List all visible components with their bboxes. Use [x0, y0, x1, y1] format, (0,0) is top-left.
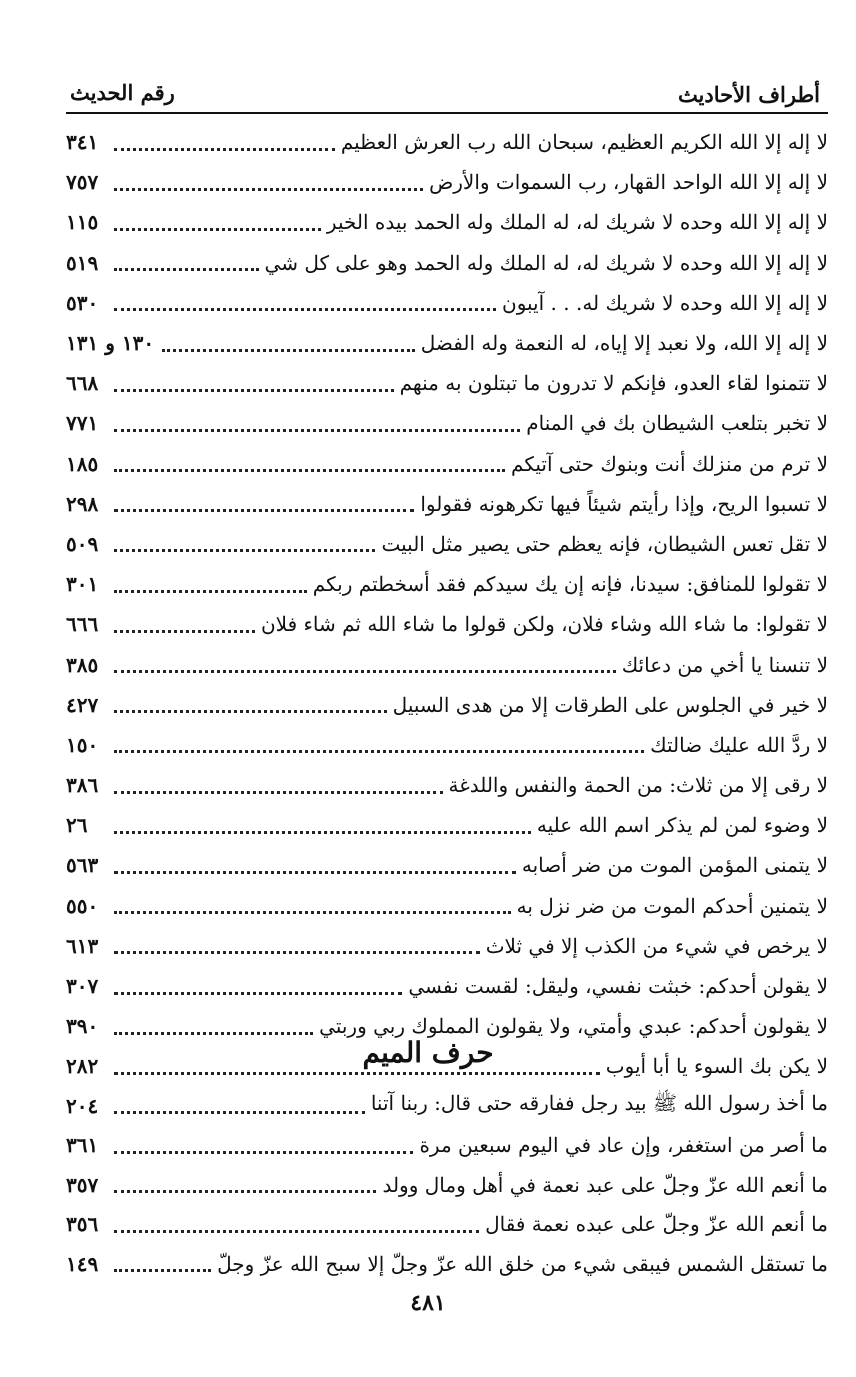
- list-item: [66, 162, 828, 202]
- entry-text: لا يقولون أحدكم: عبدي وأمتي، ولا يقولون المملوك ربي وربتي: [319, 1014, 828, 1039]
- list-item: [66, 122, 828, 162]
- hadith-number: ١٥٠: [66, 732, 99, 757]
- entry-text: لا ردَّ الله عليك ضالتك: [650, 732, 828, 757]
- list-item: [66, 323, 828, 363]
- dot-leader: [114, 1147, 413, 1154]
- entry-text: لا تتمنوا لقاء العدو، فإنكم لا تدرون ما تبتلون به منهم: [399, 371, 828, 396]
- hadith-number: ٦٦٨: [66, 371, 99, 396]
- list-item: [66, 685, 828, 725]
- list-item: [66, 283, 828, 323]
- entry-text: لا يتمنى المؤمن الموت من ضر أصابه: [521, 853, 828, 878]
- hadith-number: ١٣٠ و ١٣١: [66, 331, 155, 356]
- entry-text: لا إله إلا الله، ولا نعبد إلا إياه، له النعمة وله الفضل: [420, 331, 828, 356]
- hadith-number: ٢٦: [66, 813, 88, 838]
- hadith-number: ٣٠٧: [66, 974, 99, 999]
- dot-leader: [114, 184, 423, 191]
- dot-leader: [114, 988, 402, 995]
- dot-leader: [114, 144, 335, 151]
- dot-leader: [114, 545, 375, 552]
- header-column-label: رقم الحديث: [70, 80, 175, 105]
- entry-text: لا تسبوا الريح، وإذا رأيتم شيئاً فيها تكرهونه فقولوا: [420, 491, 828, 516]
- list-item: [66, 765, 828, 805]
- entry-text: ما أصر من استغفر، وإن عاد في اليوم سبعين مرة: [419, 1133, 828, 1158]
- dot-leader: [114, 827, 531, 834]
- list-item: [66, 444, 828, 484]
- hadith-number: ٦١٣: [66, 933, 99, 958]
- list-item: [66, 966, 828, 1006]
- entry-text: ما أنعم الله عزّ وجلّ على عبده نعمة فقال: [485, 1212, 828, 1237]
- header-title: أطراف الأحاديث: [677, 82, 820, 107]
- list-item: [66, 202, 828, 242]
- entry-text: لا تقولوا للمنافق: سيدنا، فإنه إن يك سيدكم فقد أسخطتم ربكم: [312, 572, 828, 597]
- dot-leader: [114, 907, 511, 914]
- hadith-number: ٦٦٦: [66, 612, 99, 637]
- hadith-number: ٣٨٥: [66, 652, 99, 677]
- dot-leader: [114, 1028, 313, 1035]
- entries-list-mim: [66, 1086, 828, 1284]
- dot-leader: [114, 947, 480, 954]
- dot-leader: [114, 1186, 376, 1193]
- dot-leader: [114, 264, 259, 271]
- entry-text: لا تقولوا: ما شاء الله وشاء فلان، ولكن قولوا ما شاء الله ثم شاء فلان: [260, 612, 828, 637]
- list-item: [66, 644, 828, 684]
- entry-text: لا إله إلا الله الكريم العظيم، سبحان الله رب العرش العظيم: [340, 130, 828, 155]
- list-item: [66, 243, 828, 283]
- entry-text: لا إله إلا الله الواحد القهار، رب السموات والأرض: [429, 170, 828, 195]
- hadith-number: ٥٦٣: [66, 853, 99, 878]
- running-header: [66, 76, 828, 114]
- list-item: [66, 403, 828, 443]
- page-number: ٤٨١: [410, 1290, 446, 1316]
- list-item: [66, 363, 828, 403]
- dot-leader: [114, 706, 387, 713]
- hadith-number: ٢٨٢: [66, 1054, 99, 1079]
- entry-text: لا يقولن أحدكم: خبثت نفسي، وليقل: لقست نفسي: [408, 974, 828, 999]
- list-item: [66, 564, 828, 604]
- dot-leader: [114, 425, 520, 432]
- hadith-number: ٢٠٤: [66, 1093, 99, 1118]
- entry-text: لا رقى إلا من ثلاث: من الحمة والنفس واللدغة: [448, 773, 828, 798]
- dot-leader: [114, 867, 516, 874]
- list-item: [66, 1205, 828, 1245]
- entry-text: لا ترم من منزلك أنت وبنوك حتى آتيكم: [511, 451, 828, 476]
- entry-text: لا يتمنين أحدكم الموت من ضر نزل به: [516, 893, 828, 918]
- dot-leader: [162, 345, 415, 352]
- dot-leader: [114, 746, 644, 753]
- entry-text: ما أنعم الله عزّ وجلّ على عبد نعمة في أهل ومال وولد: [382, 1172, 828, 1197]
- dot-leader: [114, 1265, 211, 1272]
- dot-leader: [114, 385, 394, 392]
- dot-leader: [114, 465, 505, 472]
- list-item: [66, 1165, 828, 1205]
- hadith-number: ٥٥٠: [66, 893, 99, 918]
- entry-text: لا يكن بك السوء يا أبا أيوب: [605, 1054, 828, 1079]
- hadith-number: ٤٢٧: [66, 692, 99, 717]
- hadith-number: ٣٥٦: [66, 1212, 99, 1237]
- list-item: [66, 484, 828, 524]
- entry-text: لا يرخص في شيء من الكذب إلا في ثلاث: [485, 933, 828, 958]
- entry-text: لا وضوء لمن لم يذكر اسم الله عليه: [536, 813, 828, 838]
- entry-text: لا إله إلا الله وحده لا شريك له، له الملك وله الحمد وهو على كل شي: [264, 250, 828, 275]
- hadith-number: ٣٠١: [66, 572, 99, 597]
- list-item: [66, 805, 828, 845]
- entry-text: لا إله إلا الله وحده لا شريك له، له الملك وله الحمد بيده الخير: [326, 210, 828, 235]
- hadith-number: ٣٤١: [66, 130, 99, 155]
- dot-leader: [114, 1226, 479, 1233]
- list-item: [66, 604, 828, 644]
- hadith-number: ٧٥٧: [66, 170, 99, 195]
- hadith-number: ٥١٩: [66, 250, 99, 275]
- entry-text: لا تقل تعس الشيطان، فإنه يعظم حتى يصير مثل البيت: [381, 531, 828, 556]
- hadith-number: ٢٩٨: [66, 491, 99, 516]
- dot-leader: [114, 787, 443, 794]
- dot-leader: [114, 666, 616, 673]
- dot-leader: [114, 586, 307, 593]
- hadith-number: ٣٨٦: [66, 773, 99, 798]
- list-item: [66, 1086, 828, 1126]
- entry-text: لا إله إلا الله وحده لا شريك له. . . آيبون: [502, 290, 828, 315]
- entry-text: لا تنسنا يا أخي من دعائك: [621, 652, 828, 677]
- dot-leader: [114, 224, 321, 231]
- dot-leader: [114, 626, 255, 633]
- hadith-number: ٥٠٩: [66, 531, 99, 556]
- hadith-number: ١٨٥: [66, 451, 99, 476]
- entry-text: لا خير في الجلوس على الطرقات إلا من هدى السبيل: [392, 692, 828, 717]
- hadith-number: ٣٩٠: [66, 1014, 99, 1039]
- list-item: [66, 725, 828, 765]
- list-item: [66, 926, 828, 966]
- list-item: [66, 1126, 828, 1166]
- hadith-number: ١٤٩: [66, 1251, 99, 1276]
- hadith-number: ٣٥٧: [66, 1172, 99, 1197]
- dot-leader: [114, 505, 414, 512]
- entries-list-lam: [66, 122, 828, 1087]
- entry-text: لا تخبر بتلعب الشيطان بك في المنام: [526, 411, 828, 436]
- hadith-number: ٥٣٠: [66, 290, 99, 315]
- list-item: [66, 524, 828, 564]
- hadith-number: ٧٧١: [66, 411, 99, 436]
- list-item: [66, 1244, 828, 1284]
- hadith-number: ١١٥: [66, 210, 99, 235]
- dot-leader: [114, 1107, 365, 1114]
- hadith-number: ٣٦١: [66, 1133, 99, 1158]
- list-item: [66, 886, 828, 926]
- dot-leader: [114, 304, 496, 311]
- entry-text: ما أخذ رسول الله ﷺ بيد رجل ففارقه حتى قال: ربنا آتنا: [370, 1091, 828, 1116]
- list-item: [66, 845, 828, 885]
- section-heading: حرف الميم: [362, 1036, 494, 1069]
- entry-text: ما تستقل الشمس فيبقى شيء من خلق الله عزّ وجلّ إلا سبح الله عزّ وجلّ: [217, 1251, 828, 1276]
